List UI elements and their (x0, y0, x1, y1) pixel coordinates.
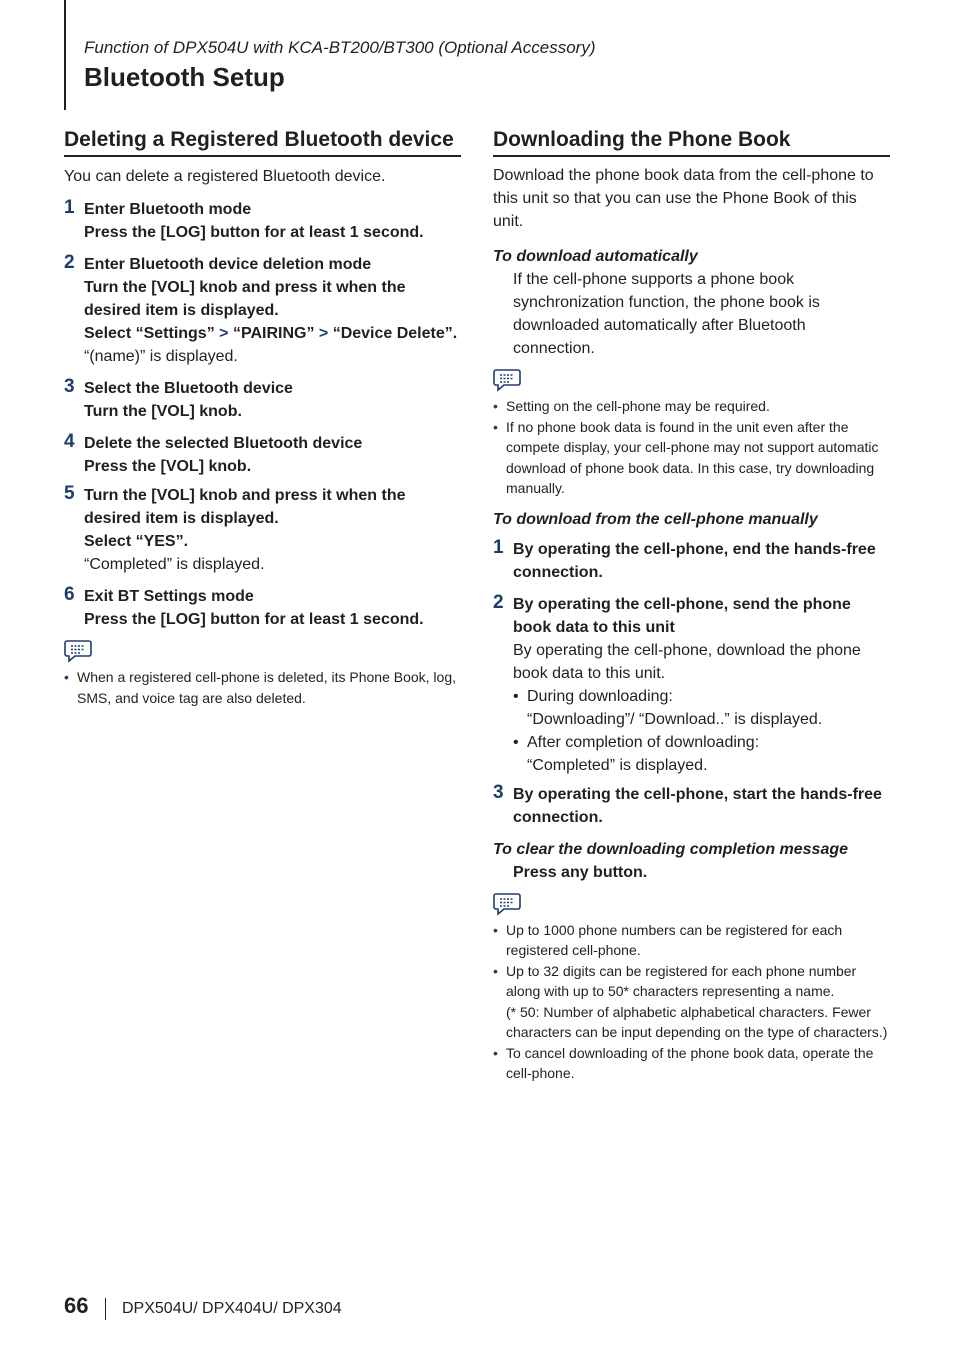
step-result: “Completed” is displayed. (84, 556, 265, 573)
step-instruction: Turn the [VOL] knob. (84, 403, 242, 420)
clear-message-text: Press any button. (513, 863, 648, 881)
left-step-6 (64, 585, 461, 631)
note-item: • Setting on the cell-phone may be required. (493, 398, 770, 414)
step-title: Enter Bluetooth mode (84, 201, 252, 218)
right-heading: Downloading the Phone Book (493, 126, 890, 157)
left-step-1 (64, 198, 461, 244)
step-title: Turn the [VOL] knob and press it when the desired item is displayed. (84, 487, 406, 527)
right-intro: Download the phone book data from the cell-phone to this unit so that you can use the Phone Book of this unit. (493, 167, 874, 230)
footer-separator (105, 1298, 106, 1320)
arrow-icon: > (219, 325, 229, 342)
bullet-item: • After completion of downloading: “Completed” is displayed. (513, 733, 760, 774)
auto-download-heading: To download automatically (493, 248, 698, 265)
arrow-icon: > (318, 325, 329, 342)
step-description: By operating the cell-phone, download the phone book data to this unit. (513, 641, 861, 682)
note-icon (493, 366, 521, 392)
step-instruction: Turn the [VOL] knob and press it when the desired item is displayed. (84, 279, 406, 319)
step-number: 4 (64, 431, 75, 452)
note-item-continuation: (* 50: Number of alphabetic alphabetical characters. Fewer characters can be input depending on the type of characters.) (506, 1003, 888, 1040)
step-number: 5 (64, 483, 75, 504)
step-instruction: Press the [LOG] button for at least 1 second. (84, 224, 424, 241)
right-step-1 (493, 538, 890, 584)
right-step-3 (493, 783, 890, 829)
left-step-4 (64, 432, 461, 478)
note-item: • To cancel downloading of the phone book data, operate the cell-phone. (493, 1044, 874, 1081)
note-icon (64, 637, 92, 663)
left-intro: You can delete a registered Bluetooth device. (64, 168, 386, 185)
note-item: • When a registered cell-phone is deleted, its Phone Book, log, SMS, and voice tag are also deleted. (64, 669, 457, 706)
auto-download-text: If the cell-phone supports a phone book synchronization function, the phone book is downloaded automatically after Bluetooth connection. (513, 271, 820, 357)
step-title: By operating the cell-phone, send the phone book data to this unit (513, 595, 851, 636)
step-number: 3 (493, 781, 504, 803)
step-title: By operating the cell-phone, end the hands-free connection. (513, 540, 876, 581)
step-title: Delete the selected Bluetooth device (84, 435, 363, 452)
step-title: Enter Bluetooth device deletion mode (84, 256, 372, 273)
manual-download-heading: To download from the cell-phone manually (493, 510, 818, 528)
step-title: Select the Bluetooth device (84, 380, 293, 397)
step-select-path: Select “Settings” > “PAIRING” > “Device Delete”. (84, 325, 458, 342)
left-step-2 (64, 253, 461, 368)
step-number: 1 (493, 536, 504, 558)
step-title: By operating the cell-phone, start the hands-free connection. (513, 785, 882, 826)
clear-message-heading: To clear the downloading completion message (493, 840, 849, 858)
left-notes (64, 667, 461, 708)
step-number: 2 (64, 252, 75, 273)
right-step-2 (493, 593, 890, 777)
step-instruction: Press the [LOG] button for at least 1 second. (84, 611, 424, 628)
note-item: • Up to 1000 phone numbers can be registered for each registered cell-phone. (493, 921, 843, 958)
page-number: 66 (64, 1293, 89, 1318)
auto-notes (493, 396, 890, 499)
right-notes (493, 920, 890, 1084)
note-item: • Up to 32 digits can be registered for each phone number along with up to 50* characters representing a name. (493, 962, 857, 999)
bullet-item: • During downloading: “Downloading”/ “Download..” is displayed. (513, 687, 823, 728)
note-icon (493, 890, 521, 916)
step-number: 1 (64, 197, 75, 218)
left-step-5 (64, 484, 461, 576)
left-step-3 (64, 377, 461, 423)
header-rule (64, 0, 66, 110)
page-title: Bluetooth Setup (84, 62, 285, 92)
right-column (493, 126, 890, 1084)
step-instruction: Select “YES”. (84, 533, 189, 550)
step-title: Exit BT Settings mode (84, 588, 254, 605)
left-column (64, 126, 461, 708)
note-item: • If no phone book data is found in the unit even after the compete display, your cell-phone may not support automatic download of phone book data. In this case, try downloading manually. (493, 418, 879, 496)
step-number: 3 (64, 376, 75, 397)
section-subtitle: Function of DPX504U with KCA-BT200/BT300 (Optional Accessory) (84, 38, 596, 57)
footer-models: DPX504U/ DPX404U/ DPX304 (122, 1300, 342, 1317)
step-result: “(name)” is displayed. (84, 348, 238, 365)
step-number: 6 (64, 584, 75, 605)
step-instruction: Press the [VOL] knob. (84, 458, 252, 475)
left-heading: Deleting a Registered Bluetooth device (64, 126, 461, 157)
step-number: 2 (493, 591, 504, 613)
